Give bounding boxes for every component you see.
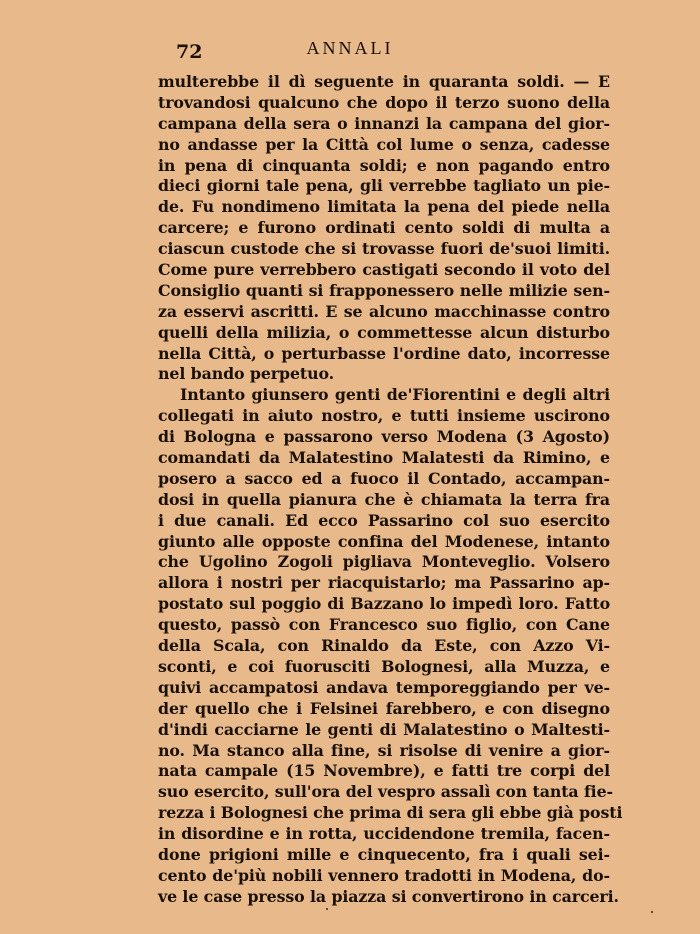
paragraph-2 (158, 385, 623, 907)
text-line: quivi accampatosi andava temporeggiando per ve- (158, 677, 610, 697)
text-line: campana della sera o innanzi la campana del gior- (158, 113, 610, 133)
text-line: trovandosi qualcuno che dopo il terzo suono della (158, 92, 610, 112)
text-line: allora i nostri per riacquistarlo; ma Passarino ap- (158, 573, 610, 593)
page-number: 72 (176, 41, 203, 63)
text-line: done prigioni mille e cinquecento, fra i quali sei- (158, 844, 610, 864)
text-line: Intanto giunsero genti de'Fiorentini e degli altri (180, 385, 610, 405)
text-line: questo, passò con Francesco suo figlio, con Cane (158, 615, 610, 635)
text-line: che Ugolino Zogoli pigliava Monteveglio. Volsero (158, 552, 610, 572)
paper-speck (651, 911, 653, 913)
text-line: Come pure verrebbero castigati secondo il voto del (158, 260, 610, 280)
paper-speck (326, 908, 328, 910)
text-line: ciascun custode che si trovasse fuori de'suoi limiti. (158, 239, 610, 259)
text-line: collegati in aiuto nostro, e tutti insieme uscirono (158, 406, 610, 426)
text-line: za esservi ascritti. E se alcuno macchinasse contro (158, 301, 610, 321)
text-line: quelli della milizia, o commettesse alcun disturbo (158, 322, 610, 342)
text-line: ve le case presso la piazza si convertirono in carceri. (158, 886, 619, 906)
text-line: no andasse per la Città col lume o senza, cadesse (158, 134, 610, 154)
running-title: ANNALI (306, 38, 394, 58)
paragraph-1 (158, 72, 610, 385)
text-line: postato sul poggio di Bazzano lo impedì loro. Fatto (158, 594, 610, 614)
text-line: posero a sacco ed a fuoco il Contado, accampan- (158, 468, 610, 488)
text-line: nella Città, o perturbasse l'ordine dato, incorresse (158, 343, 610, 363)
text-line: in disordine e in rotta, uccidendone tremila, facen- (158, 824, 610, 844)
text-line: comandati da Malatestino Malatesti da Rimino, e (158, 448, 610, 468)
text-line: della Scala, con Rinaldo da Este, con Azzo Vi- (158, 636, 610, 656)
text-line: de. Fu nondimeno limitata la pena del piede nella (158, 197, 610, 217)
text-line: rezza i Bolognesi che prima di sera gli ebbe già posti (158, 803, 623, 823)
text-line: nata campale (15 Novembre), e fatti tre corpi del (158, 761, 610, 781)
text-line: suo esercito, sull'ora del vespro assalì con tanta fie- (158, 782, 613, 802)
text-line: d'indi cacciarne le genti di Malatestino o Maltesti- (158, 719, 610, 739)
text-line: Consiglio quanti si frapponessero nelle milizie sen- (158, 280, 610, 300)
text-line: no. Ma stanco alla fine, si risolse di venire a gior- (158, 740, 610, 760)
text-line: nel bando perpetuo. (158, 364, 335, 384)
text-line: in pena di cinquanta soldi; e non pagando entro (158, 155, 610, 175)
text-line: multerebbe il dì seguente in quaranta soldi. — E (158, 72, 610, 91)
text-line: der quello che i Felsinei farebbero, e con disegno (158, 698, 610, 718)
text-line: giunto alle opposte confina del Modenese, intanto (158, 531, 610, 551)
body-text (158, 72, 623, 908)
text-line: dosi in quella pianura che è chiamata la terra fra (158, 489, 610, 509)
text-line: dieci giorni tale pena, gli verrebbe tagliato un pie- (158, 176, 610, 196)
text-line: sconti, e coi fuorusciti Bolognesi, alla Muzza, e (158, 656, 610, 676)
text-line: di Bologna e passarono verso Modena (3 Agosto) (158, 427, 610, 447)
text-line: cento de'più nobili vennero tradotti in Modena, do- (158, 865, 610, 885)
text-line: i due canali. Ed ecco Passarino col suo esercito (158, 510, 610, 530)
text-line: carcere; e furono ordinati cento soldi di multa a (158, 218, 610, 238)
